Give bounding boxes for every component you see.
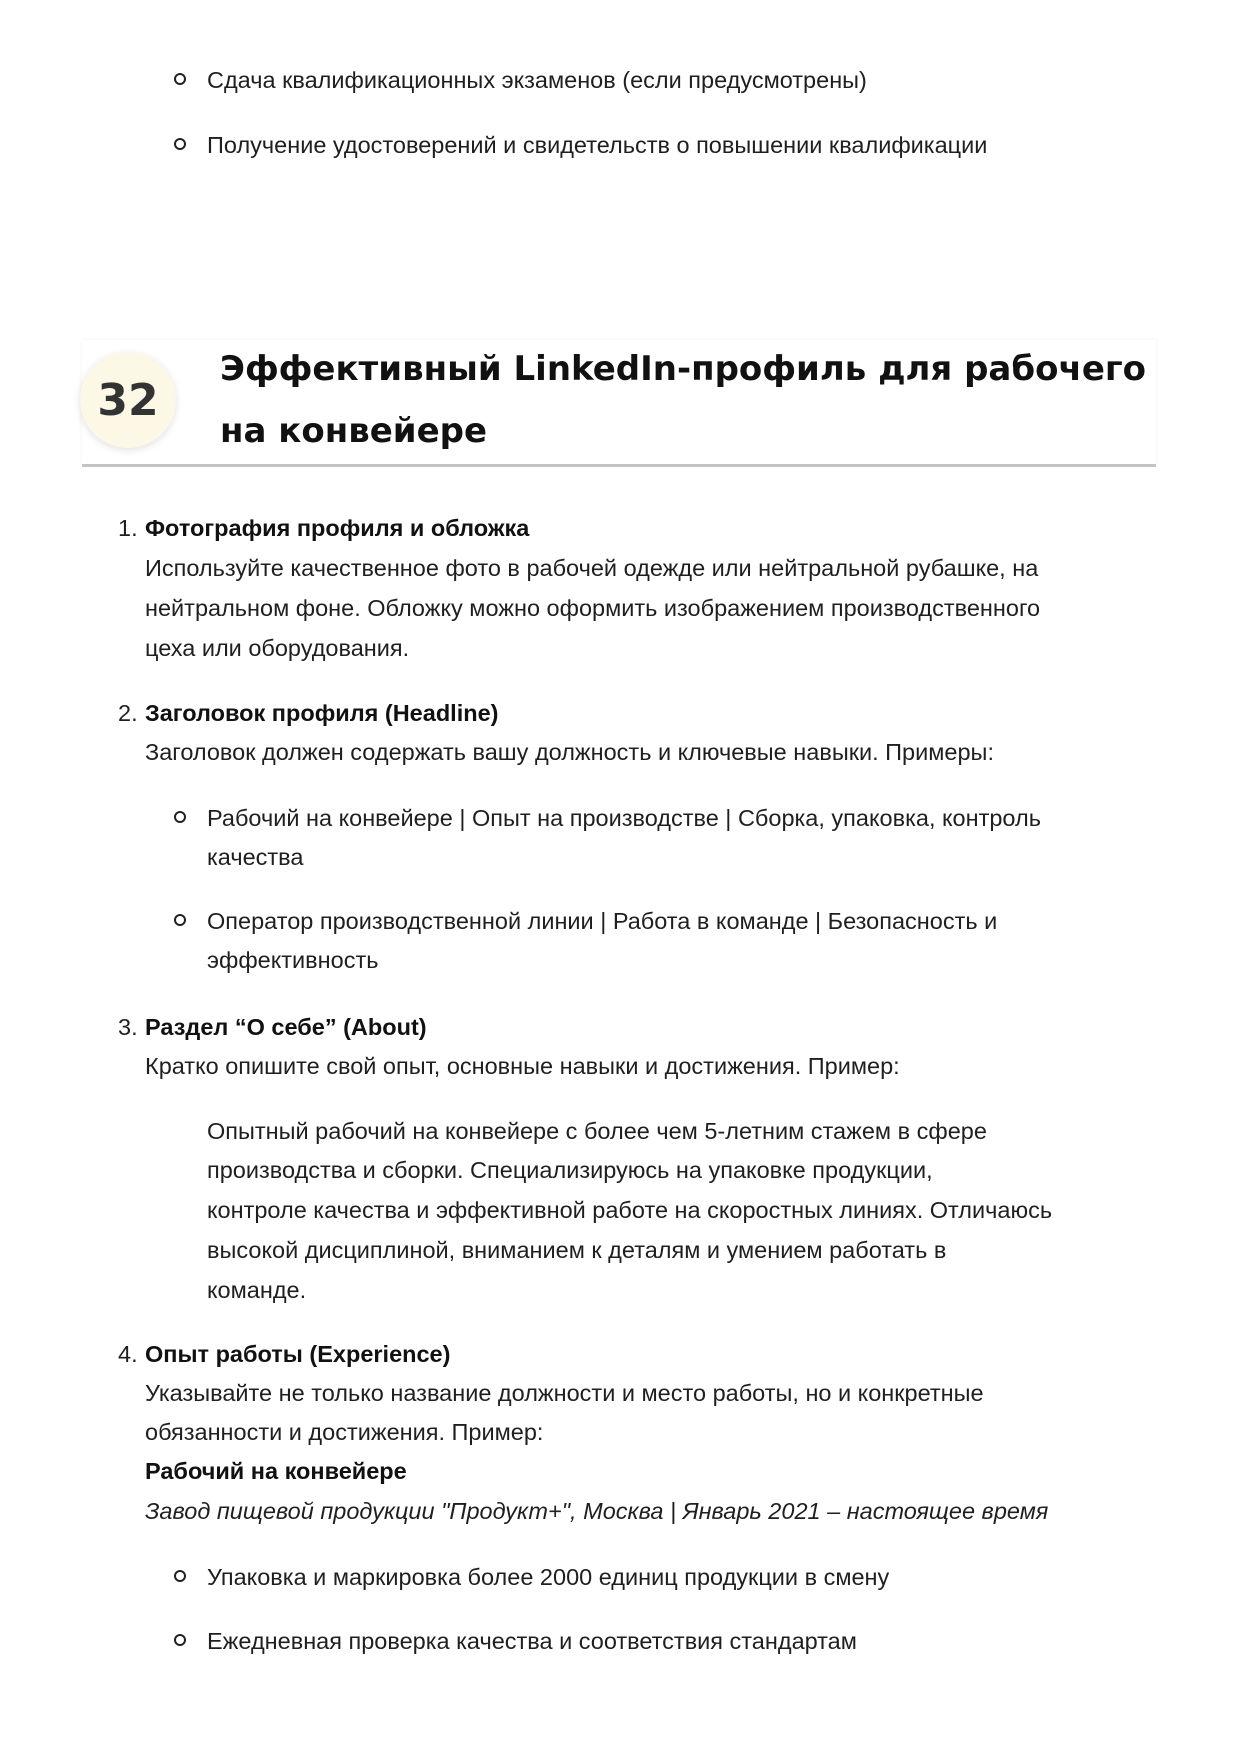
bullet-marker	[174, 1634, 186, 1646]
item-body-line: цеха или оборудования.	[145, 635, 410, 661]
bullet-marker	[174, 138, 186, 150]
list-item-continuation: качества	[207, 844, 304, 870]
item-body-line: Кратко опишите свой опыт, основные навыки и достижения. Пример:	[145, 1053, 900, 1079]
bullet-marker	[174, 73, 186, 85]
item-body-line: нейтральном фоне. Обложку можно оформить изображением производственного	[145, 595, 1041, 621]
item-body-line: Используйте качественное фото в рабочей одежде или нейтральной рубашке, на	[145, 555, 1039, 581]
job-title: Рабочий на конвейере	[145, 1458, 407, 1484]
bullet-marker	[174, 1570, 186, 1582]
quote-line: Опытный рабочий на конвейере с более чем 5-летним стажем в сфере	[207, 1118, 987, 1144]
quote-line: высокой дисциплиной, вниманием к деталям и умением работать в	[207, 1237, 947, 1263]
item-number: 2.	[118, 700, 138, 726]
list-item: Рабочий на конвейере | Опыт на производстве | Сборка, упаковка, контроль	[207, 805, 1041, 831]
item-body-line: Заголовок должен содержать вашу должность и ключевые навыки. Примеры:	[145, 739, 994, 765]
item-body-line: Указывайте не только название должности и место работы, но и конкретные	[145, 1380, 984, 1406]
item-body-line: обязанности и достижения. Пример:	[145, 1419, 544, 1445]
list-item: Ежедневная проверка качества и соответствия стандартам	[207, 1628, 857, 1654]
quote-line: команде.	[207, 1277, 307, 1303]
item-title: Фотография профиля и обложка	[145, 515, 530, 541]
item-number: 1.	[118, 515, 138, 541]
bullet-marker	[174, 914, 186, 926]
bullet-marker	[174, 811, 186, 823]
section-divider	[82, 464, 1156, 467]
quote-line: контроле качества и эффективной работе на скоростных линиях. Отличаюсь	[207, 1197, 1053, 1223]
list-item: Упаковка и маркировка более 2000 единиц продукции в смену	[207, 1564, 890, 1590]
section-title: Эффективный LinkedIn-профиль для рабочего на конвейере	[220, 349, 1147, 451]
section-number-badge: 32	[80, 352, 176, 448]
item-title: Заголовок профиля (Headline)	[145, 700, 499, 726]
quote-line: производства и сборки. Специализируюсь на упаковке продукции,	[207, 1157, 933, 1183]
list-item: Сдача квалификационных экзаменов (если предусмотрены)	[207, 67, 867, 93]
item-number: 4.	[118, 1341, 138, 1367]
item-title: Раздел “О себе” (About)	[145, 1014, 427, 1040]
item-title: Опыт работы (Experience)	[145, 1341, 451, 1367]
item-number: 3.	[118, 1014, 138, 1040]
list-item: Оператор производственной линии | Работа в команде | Безопасность и	[207, 908, 998, 934]
list-item-continuation: эффективность	[207, 947, 379, 973]
job-meta: Завод пищевой продукции "Продукт+", Москва | Январь 2021 – настоящее время	[145, 1498, 1049, 1524]
list-item: Получение удостоверений и свидетельств о повышении квалификации	[207, 132, 988, 158]
